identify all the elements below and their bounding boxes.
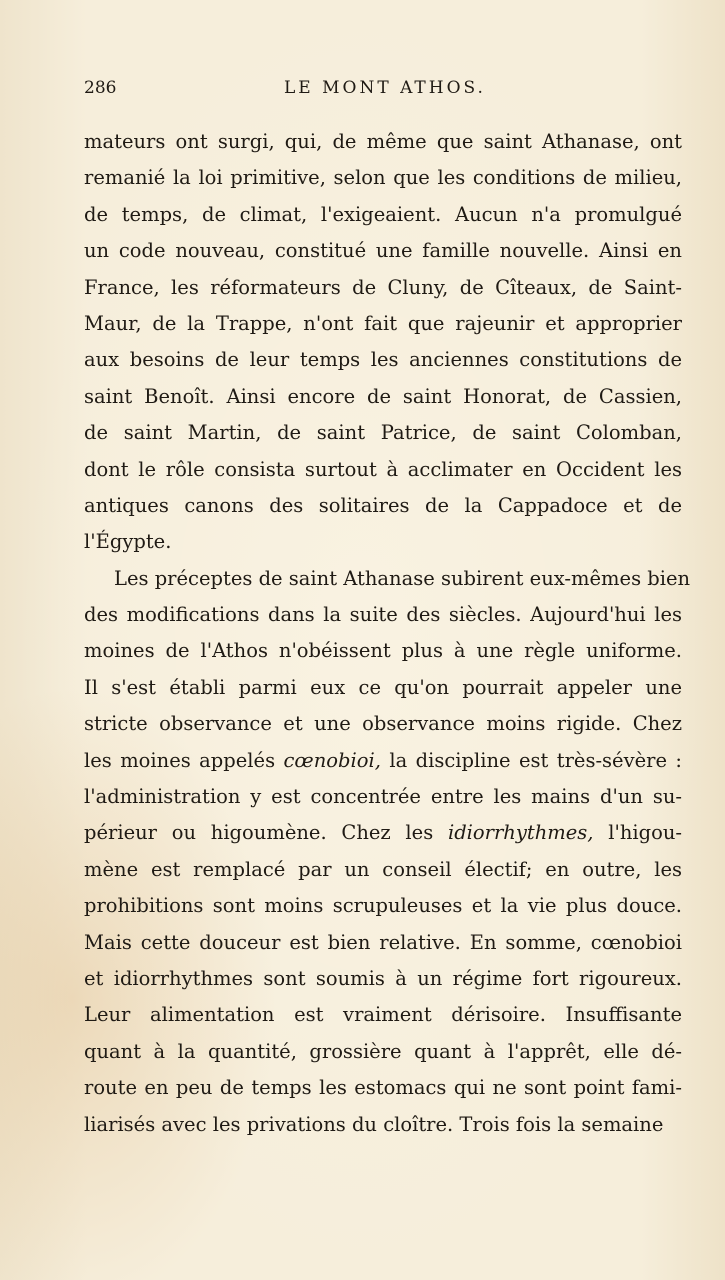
text-segment: quant à la quantité, grossière quant à l'apprêt, elle dé- (84, 1039, 682, 1063)
text-segment: saint Benoît. Ainsi encore de saint Honorat, de Cassien, (84, 384, 682, 408)
text-line (84, 233, 682, 269)
text-line (84, 961, 682, 997)
text-segment: aux besoins de leur temps les anciennes constitutions de (84, 348, 682, 372)
text-segment: l'Égypte. (84, 530, 172, 554)
text-segment: Il s'est établi parmi eux ce qu'on pourrait appeler une (84, 675, 682, 699)
text-line (84, 815, 682, 851)
text-line (84, 415, 682, 451)
text-line (84, 997, 682, 1033)
text-segment: et idiorrhythmes sont soumis à un régime fort rigoureux. (84, 966, 682, 990)
text-line (84, 888, 682, 924)
text-segment: liarisés avec les privations du cloître. Trois fois la semaine (84, 1112, 664, 1136)
page-number: 286 (84, 78, 117, 98)
text-line (84, 706, 682, 742)
text-segment: Mais cette douceur est bien relative. En somme, cœnobioi (84, 930, 682, 954)
text-segment: un code nouveau, constitué une famille nouvelle. Ainsi en (84, 239, 682, 263)
text-line (84, 597, 682, 633)
text-segment: de temps, de climat, l'exigeaient. Aucun n'a promulgué (84, 202, 682, 226)
text-line (84, 561, 691, 597)
text-segment: stricte observance et une observance moins rigide. Chez (84, 712, 682, 736)
text-segment: moines de l'Athos n'obéissent plus à une règle uniforme. (84, 639, 682, 663)
body-text (84, 124, 691, 1143)
text-segment: de saint Martin, de saint Patrice, de saint Colomban, (84, 421, 682, 445)
text-segment: périeur ou higoumène. Chez les (84, 821, 448, 845)
text-segment: Leur alimentation est vraiment dérisoire. Insuffisante (84, 1003, 682, 1027)
text-segment: la discipline est très-sévère : (380, 748, 682, 772)
text-segment: route en peu de temps les estomacs qui ne sont point fami- (84, 1076, 682, 1100)
text-line (84, 452, 682, 488)
text-segment: Maur, de la Trappe, n'ont fait que rajeunir et approprier (84, 311, 682, 335)
text-line (84, 743, 682, 779)
text-line (84, 524, 682, 560)
text-line (84, 342, 682, 378)
italic-term: idiorrhythmes, (447, 821, 594, 845)
text-line (84, 1034, 682, 1070)
text-segment: les moines appelés (84, 748, 284, 772)
text-segment: prohibitions sont moins scrupuleuses et la vie plus douce. (84, 894, 682, 918)
text-segment: France, les réformateurs de Cluny, de Cîteaux, de Saint- (84, 275, 682, 299)
text-line (84, 1107, 682, 1143)
text-line (84, 306, 682, 342)
running-title: LE MONT ATHOS. (284, 78, 486, 98)
text-line (84, 670, 682, 706)
page-header (84, 78, 684, 104)
text-segment: antiques canons des solitaires de la Cappadoce et de (84, 493, 682, 517)
text-segment: mateurs ont surgi, qui, de même que saint Athanase, ont (84, 130, 682, 153)
text-line (84, 270, 682, 306)
text-segment: remanié la loi primitive, selon que les conditions de milieu, (84, 166, 682, 190)
text-line (84, 633, 682, 669)
text-line (84, 1070, 682, 1106)
text-line (84, 124, 682, 160)
text-segment: dont le rôle consista surtout à acclimater en Occident les (84, 457, 682, 481)
text-line (84, 160, 682, 196)
text-segment: Les préceptes de saint Athanase subirent eux-mêmes bien (114, 566, 691, 590)
text-line (84, 925, 682, 961)
text-line (84, 197, 682, 233)
text-line (84, 852, 682, 888)
text-line (84, 379, 682, 415)
text-segment: l'administration y est concentrée entre les mains d'un su- (84, 785, 682, 809)
text-segment: des modifications dans la suite des siècles. Aujourd'hui les (84, 603, 682, 627)
italic-term: cœnobioi, (283, 748, 381, 772)
text-segment: mène est remplacé par un conseil électif; en outre, les (84, 857, 682, 881)
text-line (84, 779, 682, 815)
text-line (84, 488, 682, 524)
text-segment: l'higou- (593, 821, 682, 845)
